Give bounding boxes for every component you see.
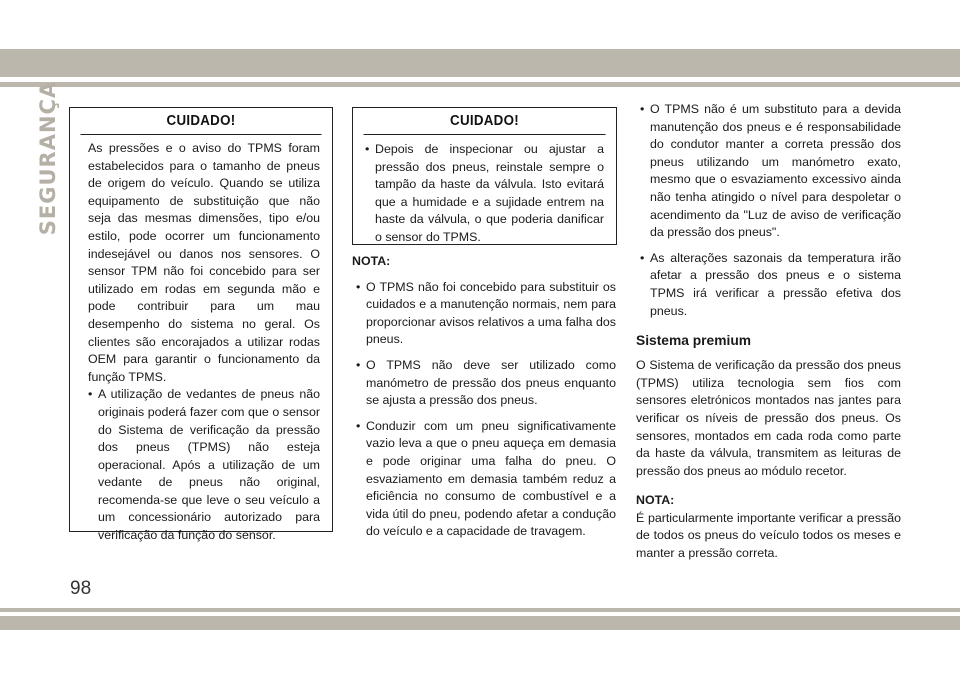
top-header-band [0,49,960,77]
caution-bullet [84,386,320,544]
bullet-dot: • [640,250,645,265]
caution-title: CUIDADO! [80,108,321,135]
bottom-footer-band [0,616,960,630]
caution-bullet-text: A utilização de vedantes de pneus não originais poderá fazer com que o sensor do Sistema de verificação da pressão dos pneus (TPMS) não esteja operacional. Após a utilização de um vedante de pneus não original, recomenda-se que leve o seu veículo a um concessionário autorizado para verificação da função do sensor. [98,387,320,543]
right-column [636,101,901,563]
note-bullet-text: O TPMS não deve ser utilizado como manómetro de pressão dos pneus enquanto se ajusta a pressão dos pneus. [366,357,616,408]
info-bullet-text: O TPMS não é um substituto para a devida manutenção dos pneus e é responsabilidade do condutor manter a correta pressão dos pneus utilizando um manómetro exato, mesmo que o esvaziamento excessivo ainda não tenha atingido o nível para despoletar o acendimento da "Luz de aviso de verificação da pressão dos pneus". [650,102,901,240]
note-bullet [352,418,616,541]
note-text: É particularmente importante verificar a pressão de todos os pneus do veículo todos os meses e manter a pressão correta. [636,510,901,561]
bullet-dot: • [356,418,361,433]
caution-bullet [361,141,604,247]
info-bullet [636,101,901,242]
bullet-dot: • [356,279,361,294]
caution-title: CUIDADO! [364,108,606,135]
top-divider-line [0,82,960,87]
caution-bullet-text: Depois de inspecionar ou ajustar a pressão dos pneus, reinstale sempre o tampão da haste da válvula. Isto evitará que a humidade e a sujidade entrem na haste da válvula, o que poderia danificar o sensor do TPMS. [375,142,604,244]
section-heading: Sistema premium [636,333,752,349]
caution-box-middle [352,107,617,245]
bullet-dot: • [88,387,93,402]
info-bullet-text: As alterações sazonais da temperatura irão afetar a pressão dos pneus e o sistema TPMS irá verificar a pressão efetiva dos pneus. [650,250,901,318]
caution-intro-text: As pressões e o aviso do TPMS foram estabelecidos para o tamanho de pneus de origem do veículo. Quando se utiliza equipamento de substituição que não seja das mesmas dimensões, tipo e/ou estilo, pode ocorrer um funcionamento indesejável ou danos nos sensores. O sensor TPM não foi concebido para ser utilizado em rodas em segunda mão e pode contribuir para um mau desempenho do sistema no geral. Os clientes são encorajados a utilizar rodas OEM para garantir o funcionamento da função TPMS. [88,141,320,384]
bottom-divider-line [0,608,960,612]
note-label: NOTA: [636,493,675,508]
caution-body [353,135,616,247]
note-bullet-text: O TPMS não foi concebido para substituir os cuidados e a manutenção normais, nem para proporcionar avisos relativos a uma falha dos pneus. [366,279,616,347]
note-bullet [352,279,616,349]
bullet-dot: • [356,357,361,372]
bullet-dot: • [640,102,645,116]
caution-box-left [69,107,333,543]
caution-body [70,135,332,545]
bullet-dot: • [365,142,370,156]
note-bullet-text: Conduzir com um pneu significativamente vazio leva a que o pneu aqueça em demasia e pode originar uma falha do pneu. O esvaziamento em demasia também reduz a eficiência no consumo de combustível e a vida útil do pneu, podendo afetar a condução do veículo e a capacidade de travagem. [366,418,616,539]
middle-column [352,253,616,541]
section-paragraph: O Sistema de verificação da pressão dos pneus (TPMS) utiliza tecnologia sem fios com sensores eletrónicos montados nas jantes para verificar os níveis de pressão dos pneus. Os sensores, montados em cada roda como parte da haste da válvula, transmitem as leituras de pressão dos pneus ao módulo recetor. [636,358,901,478]
note-bullet [352,357,616,410]
section-side-label-text: SEGURANÇA [36,80,60,236]
page-number: 98 [70,578,92,599]
info-bullet [636,250,901,320]
note-label: NOTA: [352,254,391,268]
